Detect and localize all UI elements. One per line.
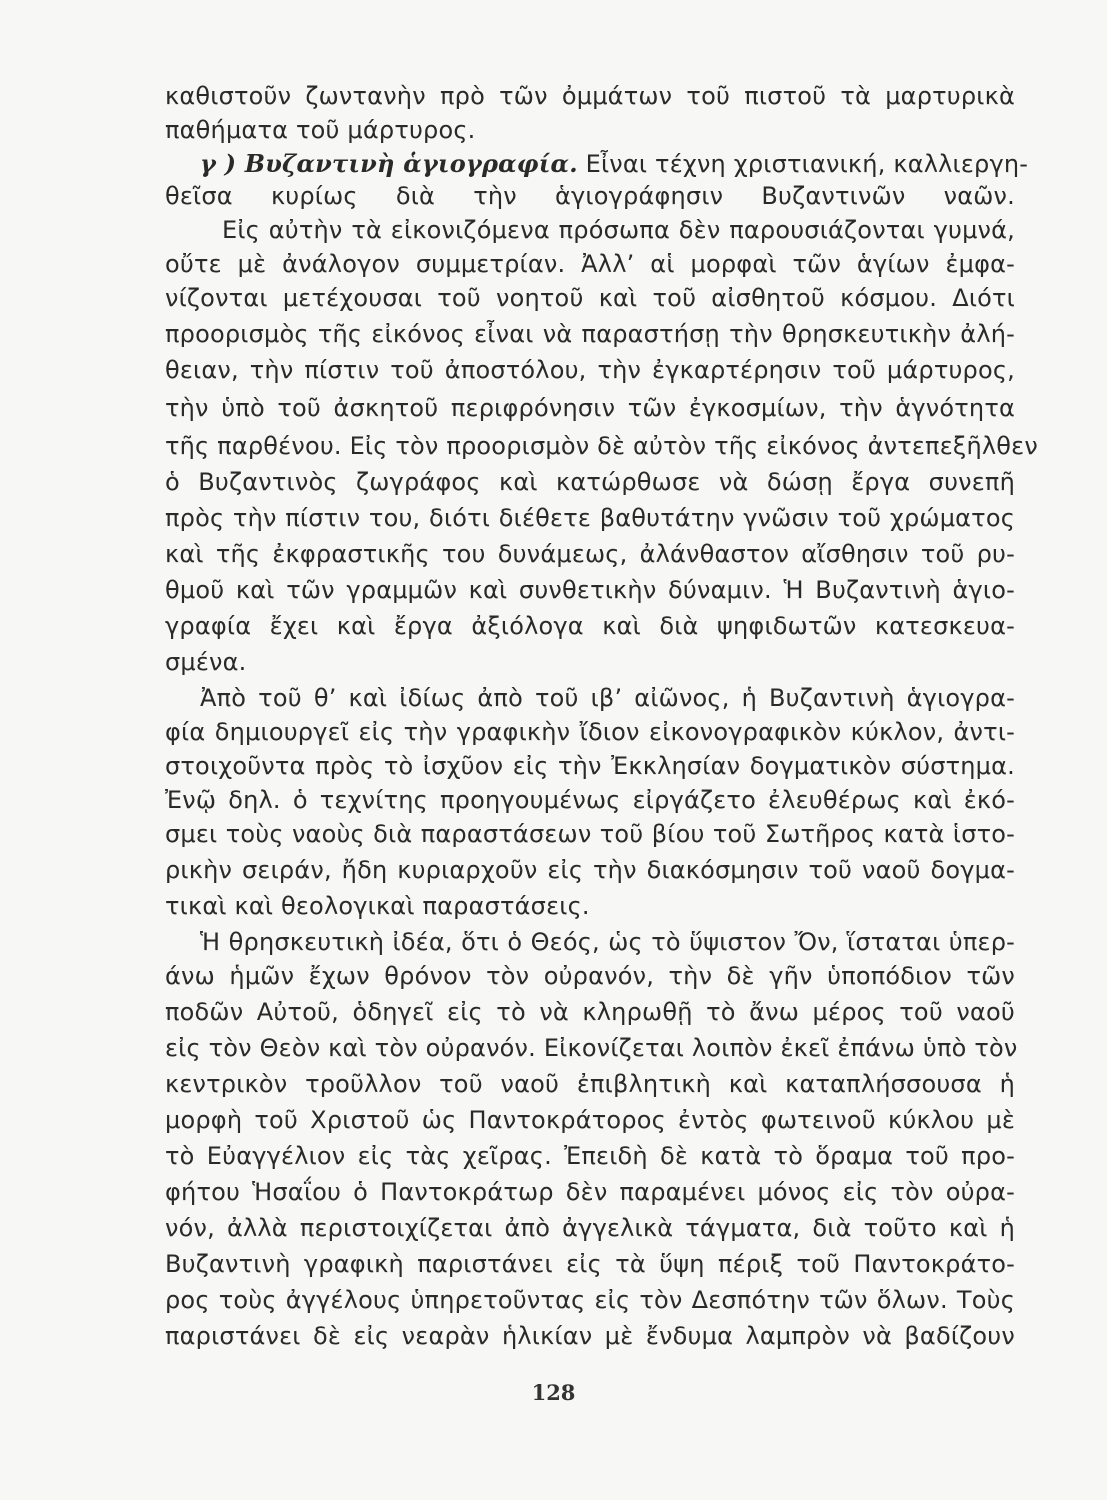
text-line-26: ποδῶν Αὐτοῦ, ὁδηγεῖ εἰς τὸ νὰ κληρωθῇ τὸ ἄνω μέρος τοῦ ναοῦ [165,998,1015,1026]
text-line-17: Ἀπὸ τοῦ θ’ καὶ ἰδίως ἀπὸ τοῦ ιβ’ αἰῶνος, ἡ Βυζαντινὴ ἁγιογρα- [200,684,1015,712]
text-line-12: πρὸς τὴν πίστιν του, διότι διέθετε βαθυτάτην γνῶσιν τοῦ χρώματος [165,504,1015,532]
text-line-33: Βυζαντινὴ γραφικὴ παριστάνει εἰς τὰ ὕψη πέριξ τοῦ Παντοκράτο- [165,1250,1015,1278]
text-line-35: παριστάνει δὲ εἰς νεαρὰν ἡλικίαν μὲ ἔνδυμα λαμπρὸν νὰ βαδίζουν [165,1322,1015,1350]
section-heading-line [200,146,1029,182]
text-line-3: θεῖσα κυρίως διὰ τὴν ἁγιογράφησιν Βυζαντινῶν ναῶν. [165,182,1015,210]
text-line-10: τῆς παρθένου. Εἰς τὸν προορισμὸν δὲ αὐτὸν τῆς εἰκόνος ἀντεπεξῆλθεν [165,432,1038,460]
text-line-16: σμένα. [165,648,247,676]
text-line-6: νίζονται μετέχουσαι τοῦ νοητοῦ καὶ τοῦ αἰσθητοῦ κόσμου. Διότι [165,284,1015,312]
text-line-23: τικαὶ καὶ θεολογικαὶ παραστάσεις. [165,892,590,920]
text-line-4: Εἰς αὐτὴν τὰ εἰκονιζόμενα πρόσωπα δὲν παρουσιάζονται γυμνά, [222,216,1015,244]
text-line-24: Ἡ θρησκευτικὴ ἰδέα, ὅτι ὁ Θεός, ὡς τὸ ὕψιστον Ὄν, ἵσταται ὑπερ- [200,928,1015,956]
page-number: 128 [531,1380,576,1405]
text-line-21: σμει τοὺς ναοὺς διὰ παραστάσεων τοῦ βίου τοῦ Σωτῆρος κατὰ ἱστο- [165,820,1015,848]
text-line-7: προορισμὸς τῆς εἰκόνος εἶναι νὰ παραστήσῃ τὴν θρησκευτικὴν ἀλή- [165,320,1015,348]
text-line-8: θειαν, τὴν πίστιν τοῦ ἀποστόλου, τὴν ἐγκαρτέρησιν τοῦ μάρτυρος, [165,356,1015,384]
text-line-29: μορφὴ τοῦ Χριστοῦ ὡς Παντοκράτορος ἐντὸς φωτεινοῦ κύκλου μὲ [165,1106,1015,1134]
text-line-30: τὸ Εὐαγγέλιον εἰς τὰς χεῖρας. Ἐπειδὴ δὲ κατὰ τὸ ὅραμα τοῦ προ- [165,1142,1015,1170]
text-line-27: εἰς τὸν Θεὸν καὶ τὸν οὐρανόν. Εἰκονίζεται λοιπὸν ἐκεῖ ἐπάνω ὑπὸ τὸν [165,1034,1018,1062]
text-line-1: καθιστοῦν ζωντανὴν πρὸ τῶν ὀμμάτων τοῦ πιστοῦ τὰ μαρτυρικὰ [165,82,1015,110]
text-line-13: καὶ τῆς ἐκφραστικῆς του δυνάμεως, ἀλάνθαστον αἴσθησιν τοῦ ρυ- [165,540,1015,568]
text-line-22: ρικὴν σειράν, ἤδη κυριαρχοῦν εἰς τὴν διακόσμησιν τοῦ ναοῦ δογμα- [165,856,1015,884]
text-line-15: γραφία ἔχει καὶ ἔργα ἀξιόλογα καὶ διὰ ψηφιδωτῶν κατεσκευα- [165,612,1015,640]
text-line-2: παθήματα τοῦ μάρτυρος. [165,116,476,144]
text-line-11: ὁ Βυζαντινὸς ζωγράφος καὶ κατώρθωσε νὰ δώσῃ ἔργα συνεπῆ [165,468,1015,496]
text-line-18: φία δημιουργεῖ εἰς τὴν γραφικὴν ἴδιον εἰκονογραφικὸν κύκλον, ἀντι- [165,718,1015,746]
text-line-20: Ἐνῷ δηλ. ὁ τεχνίτης προηγουμένως εἰργάζετο ἐλευθέρως καὶ ἐκό- [165,786,1015,814]
section-heading: γ ) Βυζαντινὴ ἁγιογραφία. [200,149,578,178]
text-line-19: στοιχοῦντα πρὸς τὸ ἰσχῦον εἰς τὴν Ἐκκλησίαν δογματικὸν σύστημα. [165,752,1015,780]
text-line-28: κεντρικὸν τροῦλλον τοῦ ναοῦ ἐπιβλητικὴ καὶ καταπλήσσουσα ἡ [165,1070,1015,1098]
section-heading-text: Εἶναι τέχνη χριστιανική, καλλιεργη- [577,150,1029,178]
text-line-25: άνω ἡμῶν ἔχων θρόνον τὸν οὐρανόν, τὴν δὲ γῆν ὑποπόδιον τῶν [165,962,1015,990]
text-line-32: νόν, ἀλλὰ περιστοιχίζεται ἀπὸ ἀγγελικὰ τάγματα, διὰ τοῦτο καὶ ἡ [165,1214,1015,1242]
text-line-34: ρος τοὺς ἀγγέλους ὑπηρετοῦντας εἰς τὸν Δεσπότην τῶν ὅλων. Τοὺς [165,1286,1015,1314]
text-line-9: τὴν ὑπὸ τοῦ ἀσκητοῦ περιφρόνησιν τῶν ἐγκοσμίων, τὴν ἁγνότητα [165,394,1015,422]
text-line-14: θμοῦ καὶ τῶν γραμμῶν καὶ συνθετικὴν δύναμιν. Ἡ Βυζαντινὴ ἁγιο- [165,576,1015,604]
text-line-31: φήτου Ἡσαΐου ὁ Παντοκράτωρ δὲν παραμένει μόνος εἰς τὸν οὐρα- [165,1178,1015,1206]
text-line-5: οὔτε μὲ ἀνάλογον συμμετρίαν. Ἀλλ’ αἱ μορφαὶ τῶν ἁγίων ἐμφα- [165,250,1015,278]
